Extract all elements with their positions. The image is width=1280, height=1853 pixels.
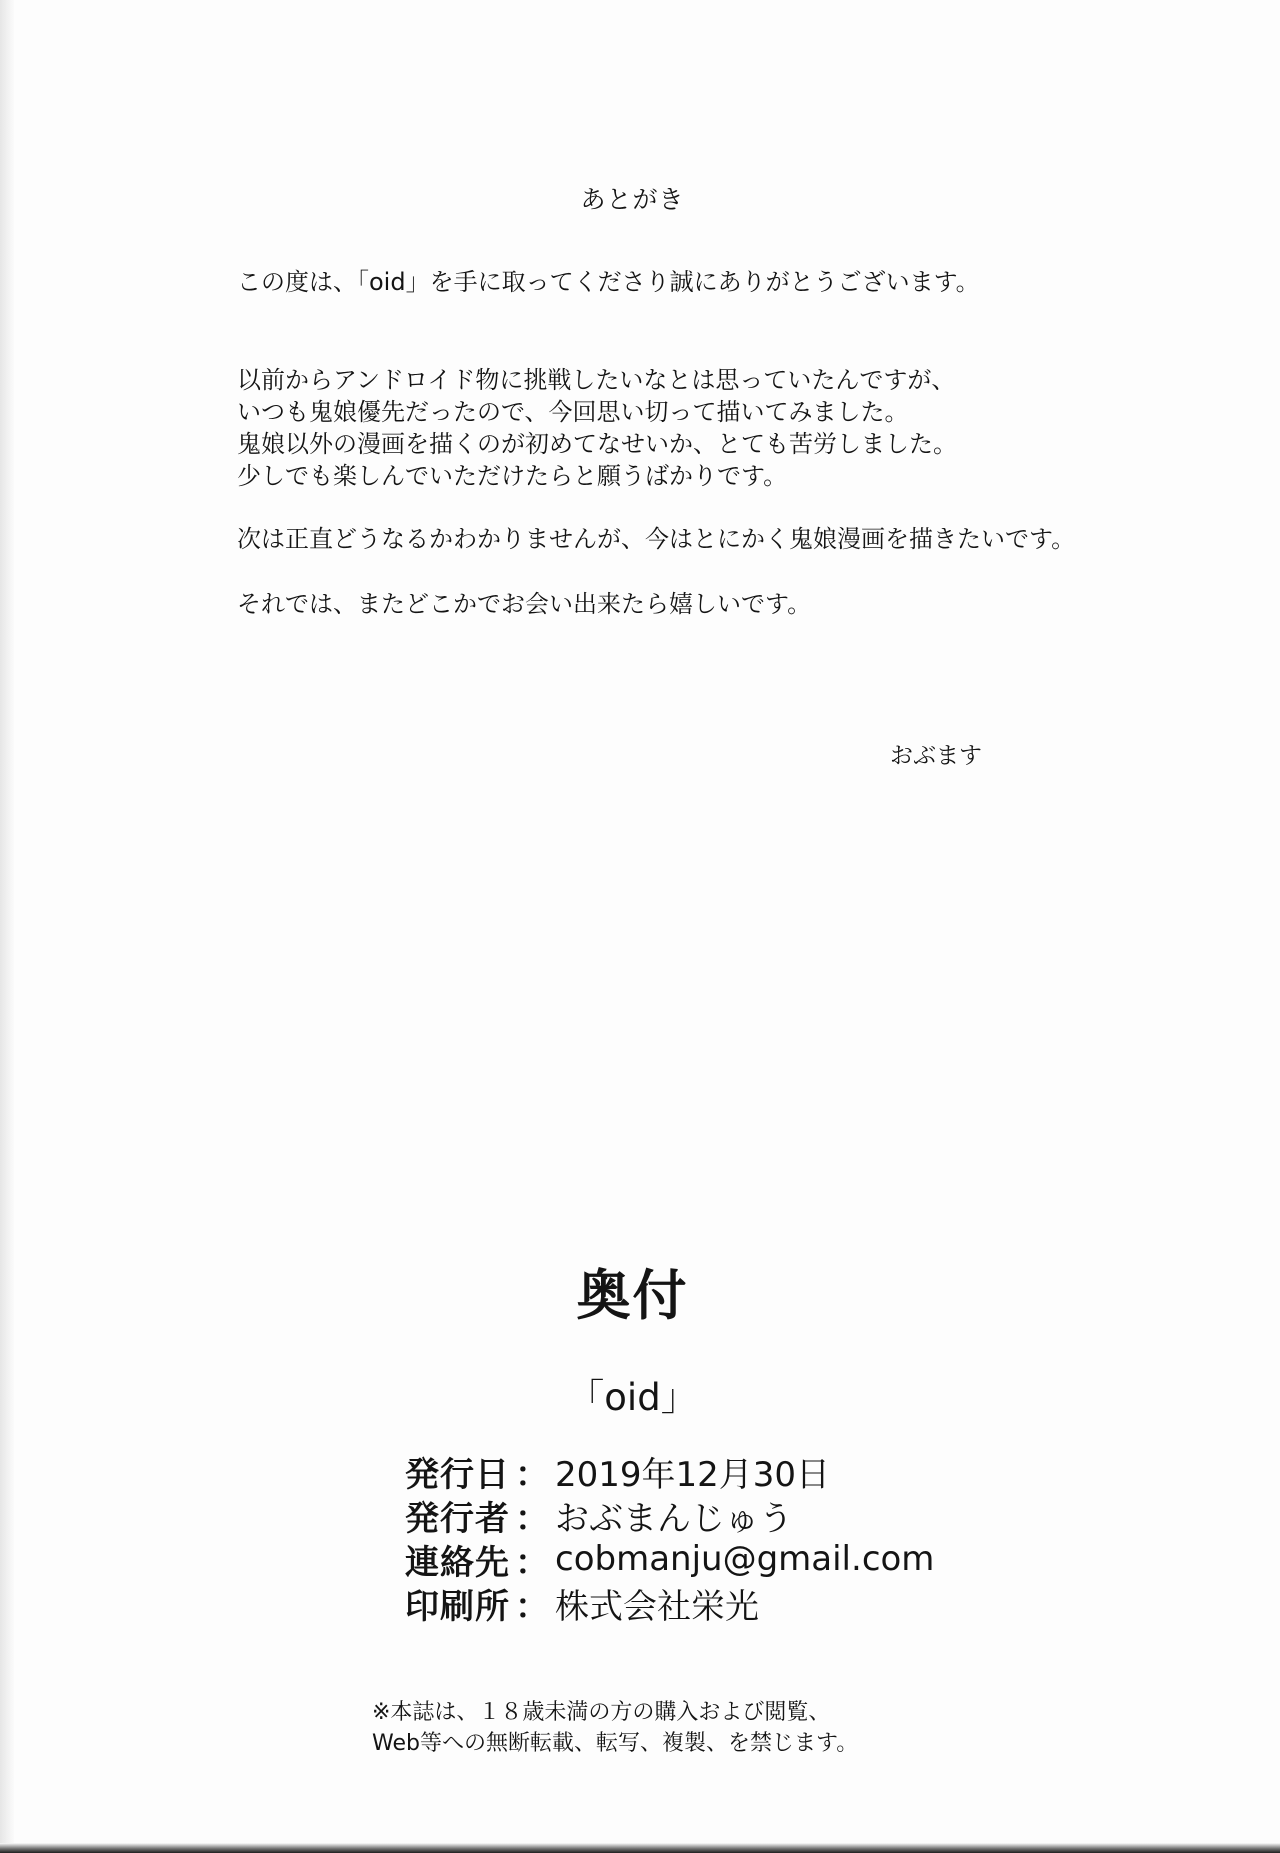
colophon-title: 奥付 — [576, 1264, 689, 1327]
colophon-separator: ： — [515, 1586, 549, 1627]
legal-notice-line: Web等への無断転載、転写、複製、を禁じます。 — [372, 1731, 859, 1756]
legal-notice — [372, 1697, 858, 1759]
colophon-label: 印刷所 — [405, 1586, 510, 1627]
afterword-paragraph-2-line: 少しでも楽しんでいただけたらと願うばかりです。 — [237, 462, 788, 490]
afterword-paragraph-1: この度は、「oid」を手に取ってくださり誠にありがとうございます。 — [237, 268, 980, 296]
colophon-row-publisher — [405, 1493, 934, 1537]
afterword-title: あとがき — [580, 185, 685, 214]
colophon-value: 2019年12月30日 — [555, 1454, 831, 1495]
afterword-paragraph-2-line: いつも鬼娘優先だったので、今回思い切って描いてみました。 — [237, 398, 909, 426]
afterword-paragraph-2-line: 鬼娘以外の漫画を描くのが初めてなせいか、とても苦労しました。 — [237, 430, 957, 458]
colophon-value: おぶまんじゅう — [555, 1498, 793, 1539]
colophon-separator: ： — [515, 1542, 549, 1583]
afterword-paragraph-2 — [237, 364, 957, 492]
colophon-label: 発行日 — [405, 1454, 510, 1495]
legal-notice-line: ※本誌は、１８歳未満の方の購入および閲覧、 — [372, 1700, 831, 1725]
afterword-paragraph-2-line: 以前からアンドロイド物に挑戦したいなとは思っていたんですが、 — [237, 366, 956, 394]
colophon-separator: ： — [515, 1454, 549, 1495]
colophon-row-contact — [405, 1537, 934, 1581]
colophon-value: 株式会社栄光 — [555, 1586, 759, 1627]
colophon-label: 連絡先 — [405, 1542, 510, 1583]
colophon-separator: ： — [515, 1498, 549, 1539]
colophon-row-printer — [405, 1581, 934, 1625]
colophon-row-publish-date — [405, 1449, 934, 1493]
author-signature: おぶます — [890, 743, 982, 769]
scan-edge-bottom — [0, 1843, 1280, 1853]
scan-edge-left — [0, 0, 14, 1853]
afterword-paragraph-4: それでは、またどこかでお会い出来たら嬉しいです。 — [237, 590, 812, 618]
work-title: 「oid」 — [567, 1376, 698, 1419]
colophon-info — [405, 1449, 934, 1625]
contact-email: cobmanju@gmail.com — [555, 1539, 935, 1579]
colophon-label: 発行者 — [405, 1498, 510, 1539]
afterword-paragraph-3: 次は正直どうなるかわかりませんが、今はとにかく鬼娘漫画を描きたいです。 — [237, 525, 1076, 553]
